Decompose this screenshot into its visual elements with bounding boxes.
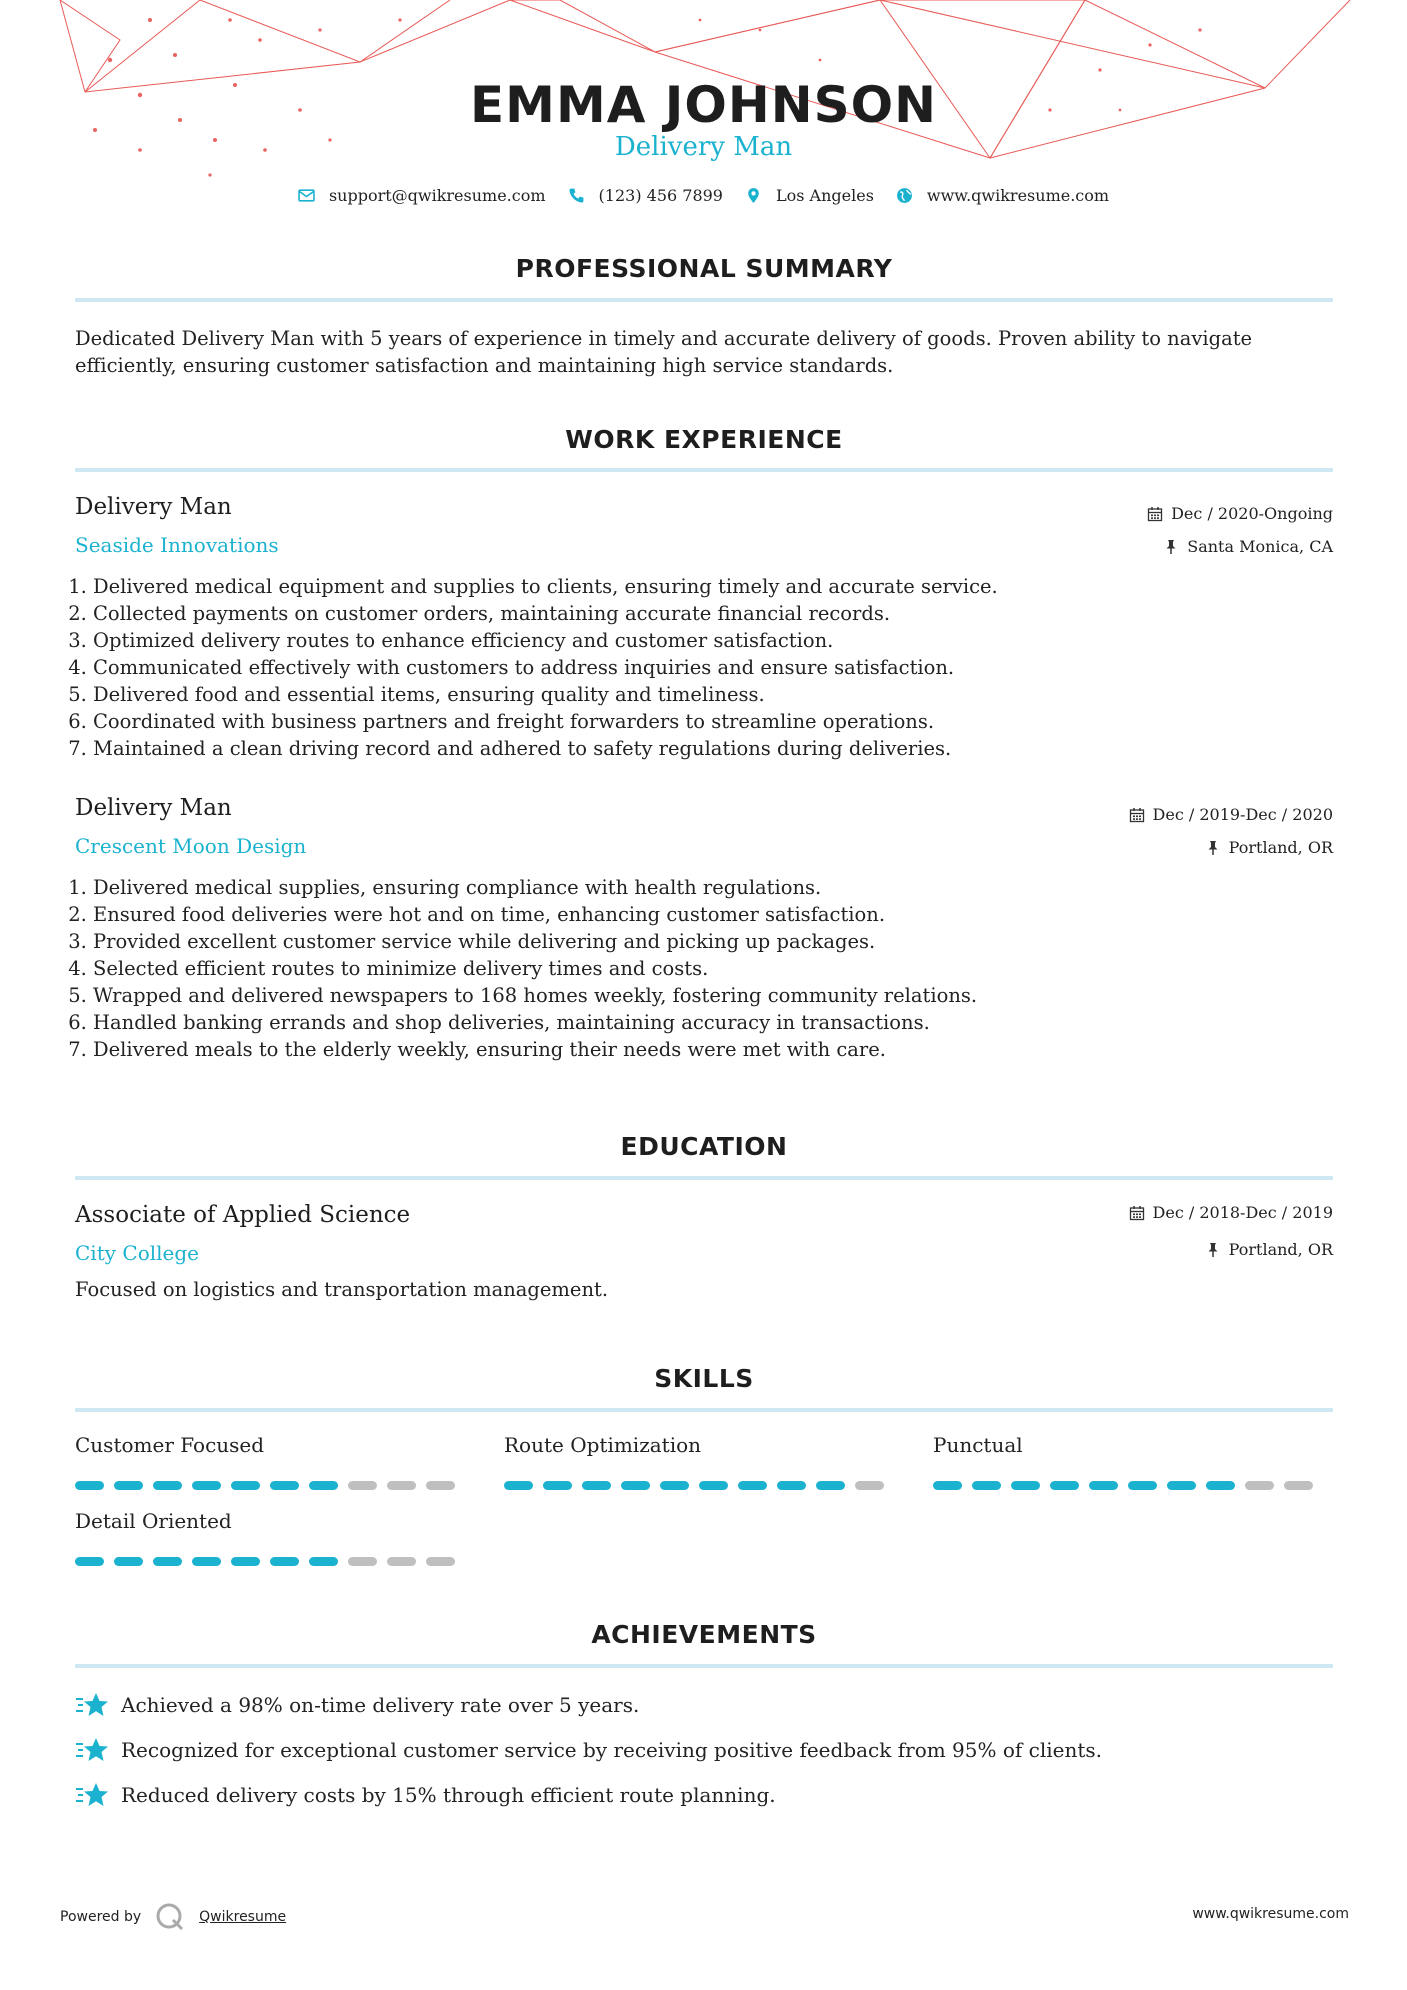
list-item: 2. Ensured food deliveries were hot and on time, enhancing customer satisfaction. [93,901,1293,928]
skill-level-bar [75,1557,455,1566]
qwikresume-logo-icon [155,1902,185,1932]
job-location-text: Santa Monica, CA [1187,537,1333,556]
skill-dash-empty [1284,1481,1313,1490]
job-responsibilities [75,573,1293,762]
calendar-icon [1129,807,1145,823]
job-responsibilities [75,874,1293,1063]
skill-dash-empty [348,1557,377,1566]
skill-dash-filled [231,1481,260,1490]
contact-bar [0,186,1407,205]
skill-name: Route Optimization [504,1433,702,1457]
skill-name: Detail Oriented [75,1509,232,1533]
achievement-item [75,1735,1102,1765]
list-item: 7. Delivered meals to the elderly weekly, ensuring their needs were met with care. [93,1036,1293,1063]
skill-item [75,1433,455,1490]
section-title-education: EDUCATION [620,1132,788,1161]
section-title-achievements: ACHIEVEMENTS [591,1620,817,1649]
section-divider [75,1664,1333,1668]
skill-dash-filled [270,1481,299,1490]
skill-dash-filled [621,1481,650,1490]
list-item: 7. Maintained a clean driving record and adhered to safety regulations during deliveries. [93,735,1293,762]
skill-level-bar [504,1481,884,1490]
list-item: 6. Coordinated with business partners and freight forwarders to streamline operations. [93,708,1293,735]
skill-dash-filled [309,1481,338,1490]
section-title-experience: WORK EXPERIENCE [565,425,843,454]
contact-website[interactable] [896,186,1109,205]
skill-dash-empty [855,1481,884,1490]
skill-dash-filled [543,1481,572,1490]
skill-dash-empty [387,1557,416,1566]
footer-site-link[interactable]: www.qwikresume.com [1192,1906,1349,1922]
pin-icon [1205,840,1221,856]
list-item: 2. Collected payments on customer orders, maintaining accurate financial records. [93,600,1293,627]
company-name: Seaside Innovations [75,533,279,557]
education-description: Focused on logistics and transportation management. [75,1278,609,1301]
calendar-icon [1147,506,1163,522]
skill-dash-empty [426,1557,455,1566]
skill-dash-filled [504,1481,533,1490]
job-dates [1147,504,1333,523]
skill-dash-filled [231,1557,260,1566]
candidate-name: EMMA JOHNSON [470,76,937,134]
envelope-icon [298,187,315,204]
achievement-item [75,1780,776,1810]
achievement-item [75,1690,639,1720]
skill-dash-filled [75,1557,104,1566]
contact-phone-text: (123) 456 7899 [598,186,723,205]
skill-dash-filled [192,1557,221,1566]
section-title-summary: PROFESSIONAL SUMMARY [515,254,893,283]
skill-dash-filled [114,1481,143,1490]
pin-icon [1163,539,1179,555]
skill-dash-filled [1050,1481,1079,1490]
skill-dash-filled [75,1481,104,1490]
skill-dash-filled [309,1557,338,1566]
skill-dash-filled [933,1481,962,1490]
job-location [1205,838,1333,857]
contact-email[interactable] [298,186,546,205]
achievement-text: Achieved a 98% on-time delivery rate over 5 years. [121,1693,640,1717]
brand-link[interactable]: Qwikresume [199,1909,287,1925]
skill-name: Punctual [933,1433,1023,1457]
list-item: 3. Provided excellent customer service while delivering and picking up packages. [93,928,1293,955]
skill-item [504,1433,884,1490]
footer-powered-by [60,1902,286,1932]
skill-dash-filled [699,1481,728,1490]
contact-location-text: Los Angeles [775,186,874,205]
skill-dash-filled [1128,1481,1157,1490]
list-item: 3. Optimized delivery routes to enhance efficiency and customer satisfaction. [93,627,1293,654]
skill-dash-filled [1089,1481,1118,1490]
candidate-role: Delivery Man [614,132,793,162]
calendar-icon [1129,1205,1145,1221]
skill-dash-filled [153,1481,182,1490]
education-location [1205,1240,1333,1259]
skill-item [933,1433,1313,1490]
location-icon [745,187,762,204]
globe-icon [896,187,913,204]
skill-dash-filled [816,1481,845,1490]
list-item: 1. Delivered medical supplies, ensuring compliance with health regulations. [93,874,1293,901]
job-dates-text: Dec / 2019-Dec / 2020 [1152,805,1333,824]
list-item: 5. Wrapped and delivered newspapers to 168 homes weekly, fostering community relations. [93,982,1293,1009]
list-item: 6. Handled banking errands and shop deliveries, maintaining accuracy in transactions. [93,1009,1293,1036]
skill-dash-filled [1206,1481,1235,1490]
skill-dash-empty [1245,1481,1274,1490]
section-divider [75,1408,1333,1412]
skill-dash-filled [1011,1481,1040,1490]
section-divider [75,468,1333,472]
list-item: 5. Delivered food and essential items, ensuring quality and timeliness. [93,681,1293,708]
job-location [1163,537,1333,556]
contact-website-text: www.qwikresume.com [926,186,1110,205]
education-dates-text: Dec / 2018-Dec / 2019 [1152,1203,1333,1222]
star-award-icon [75,1780,109,1810]
skill-dash-empty [426,1481,455,1490]
skill-dash-filled [153,1557,182,1566]
skill-name: Customer Focused [75,1433,265,1457]
skill-dash-filled [738,1481,767,1490]
skill-dash-filled [192,1481,221,1490]
degree-title: Associate of Applied Science [75,1202,411,1228]
star-award-icon [75,1735,109,1765]
skill-dash-filled [777,1481,806,1490]
skill-dash-filled [582,1481,611,1490]
school-name: City College [75,1241,200,1265]
skill-dash-empty [348,1481,377,1490]
contact-email-text: support@qwikresume.com [328,186,546,205]
contact-phone[interactable] [568,186,723,205]
job-dates-text: Dec / 2020-Ongoing [1171,504,1333,523]
phone-icon [568,187,585,204]
skill-dash-filled [660,1481,689,1490]
skill-dash-filled [972,1481,1001,1490]
section-title-skills: SKILLS [654,1364,754,1393]
job-title: Delivery Man [75,494,232,520]
skill-dash-filled [270,1557,299,1566]
section-divider [75,1176,1333,1180]
job-location-text: Portland, OR [1228,838,1333,857]
list-item: 4. Communicated effectively with customers to address inquiries and ensure satisfaction. [93,654,1293,681]
skill-item [75,1509,455,1566]
skill-level-bar [75,1481,455,1490]
job-dates [1129,805,1333,824]
education-dates [1129,1203,1333,1222]
education-location-text: Portland, OR [1228,1240,1333,1259]
company-name: Crescent Moon Design [75,834,307,858]
pin-icon [1205,1242,1221,1258]
section-divider [75,298,1333,302]
list-item: 4. Selected efficient routes to minimize delivery times and costs. [93,955,1293,982]
skill-dash-filled [1167,1481,1196,1490]
list-item: 1. Delivered medical equipment and supplies to clients, ensuring timely and accurate service. [93,573,1293,600]
achievement-text: Reduced delivery costs by 15% through efficient route planning. [121,1783,776,1807]
powered-by-label: Powered by [60,1909,142,1925]
skill-dash-empty [387,1481,416,1490]
skill-level-bar [933,1481,1313,1490]
summary-text: Dedicated Delivery Man with 5 years of experience in timely and accurate delivery of goods. Proven ability to navigate efficiently, ensuring customer satisfaction and maintaining high service standards. [75,327,1253,377]
job-title: Delivery Man [75,795,232,821]
contact-location [745,186,874,205]
achievement-text: Recognized for exceptional customer service by receiving positive feedback from 95% of clients. [121,1738,1103,1762]
skill-dash-filled [114,1557,143,1566]
star-award-icon [75,1690,109,1720]
